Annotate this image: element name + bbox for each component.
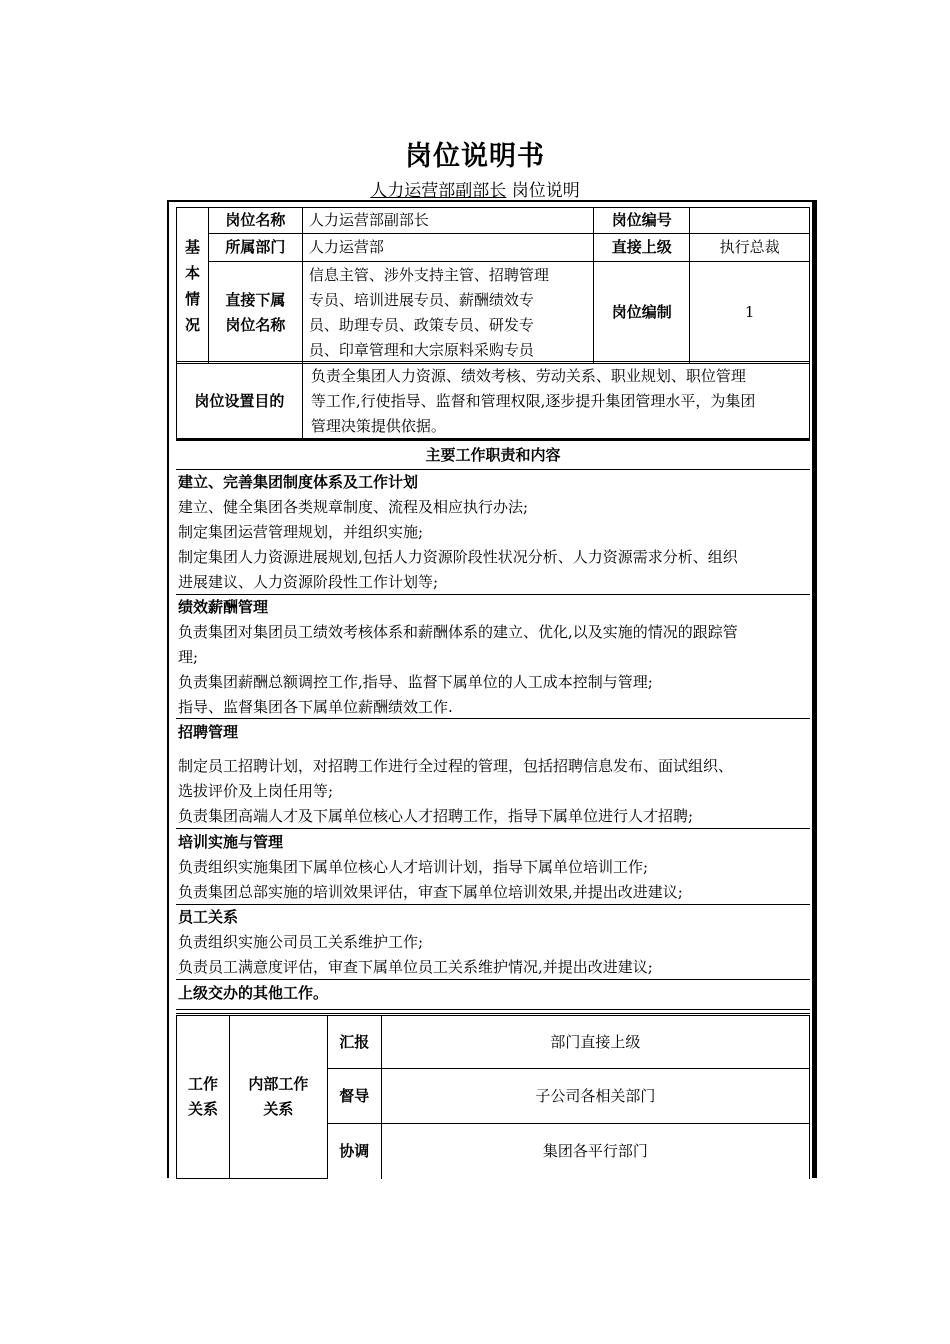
quota-label: 岗位编制	[594, 262, 690, 364]
subtitle-suffix: 岗位说明	[506, 181, 580, 201]
duty-heading: 招聘管理	[178, 723, 239, 741]
basic-section-label: 基本情况	[177, 208, 209, 364]
duty-heading: 绩效薪酬管理	[178, 598, 269, 616]
purpose-text: 负责全集团人力资源、绩效考核、劳动关系、职业规划、职位管理 等工作,行使指导、监督和管理权限,逐步提升集团管理水平，为集团 管理决策提供依据。	[302, 363, 809, 440]
department-label: 所属部门	[208, 234, 302, 262]
subtitle-position-name: 人力运营部副部长	[370, 181, 507, 201]
superior-label: 直接上级	[594, 234, 690, 262]
duty-heading: 建立、完善集团制度体系及工作计划	[178, 473, 419, 491]
duty-heading: 上级交办的其他工作。	[178, 984, 329, 1002]
relation-type-report: 汇报	[327, 1015, 381, 1069]
purpose-label: 岗位设置目的	[177, 363, 303, 440]
document-subtitle	[0, 176, 950, 201]
work-relations-table	[176, 1013, 810, 1179]
relation-target-supervise: 子公司各相关部门	[381, 1069, 809, 1124]
internal-relations-label: 内部工作 关系	[229, 1015, 327, 1179]
department-value: 人力运营部	[302, 234, 593, 262]
relation-target-coordinate: 集团各平行部门	[381, 1124, 809, 1179]
relation-target-report: 部门直接上级	[381, 1015, 809, 1069]
purpose-table	[176, 361, 810, 440]
duty-block-other	[176, 981, 810, 1010]
work-relations-label: 工作 关系	[177, 1015, 230, 1179]
duty-block-recruitment: 招聘管理 制定员工招聘计划，对招聘工作进行全过程的管理，包括招聘信息发布、面试组织、 选拔评价及上岗任用等; 负责集团高端人才及下属单位核心人才招聘工作，指导下属单位进行人才招聘;	[176, 720, 810, 829]
duty-block-employee-relations: 员工关系 负责组织实施公司员工关系维护工作; 负责员工满意度评估，审查下属单位员工关系维护情况,并提出改进建议;	[176, 905, 810, 980]
subordinates-value: 信息主管、涉外支持主管、招聘管理 专员、培训进展专员、薪酬绩效专 员、助理专员、政策专员、研发专 员、印章管理和大宗原料采购专员	[302, 262, 593, 364]
position-code-label: 岗位编号	[594, 208, 690, 234]
position-name-value: 人力运营部副部长	[302, 208, 593, 234]
subordinates-label: 直接下属 岗位名称	[208, 262, 302, 364]
document-title: 岗位说明书	[405, 141, 545, 172]
relation-type-supervise: 督导	[327, 1069, 381, 1124]
position-code-value	[690, 208, 810, 234]
position-name-label: 岗位名称	[208, 208, 302, 234]
duty-block-training: 培训实施与管理 负责组织实施集团下属单位核心人才培训计划，指导下属单位培训工作; 负责集团总部实施的培训效果评估，审查下属单位培训效果,并提出改进建议;	[176, 830, 810, 905]
duty-block-performance: 绩效薪酬管理 负责集团对集团员工绩效考核体系和薪酬体系的建立、优化,以及实施的情况的跟踪管 理; 负责集团薪酬总额调控工作,指导、监督下属单位的人工成本控制与管理; 指导、监督集团各下属单位薪酬绩效工作.	[176, 595, 810, 719]
duty-block-system: 建立、完善集团制度体系及工作计划 建立、健全集团各类规章制度、流程及相应执行办法; 制定集团运营管理规划，并组织实施; 制定集团人力资源进展规划,包括人力资源阶段性状况分析、人力资源需求分析、组织 进展建议、人力资源阶段性工作计划等;	[176, 470, 810, 595]
quota-value: 1	[690, 262, 810, 364]
frame-shadow	[812, 200, 816, 1178]
basic-info-table	[176, 207, 810, 364]
duties-header: 主要工作职责和内容	[176, 438, 810, 470]
duty-heading: 员工关系	[178, 908, 239, 926]
duty-heading: 培训实施与管理	[178, 833, 284, 851]
relation-type-coordinate: 协调	[327, 1124, 381, 1179]
superior-value: 执行总裁	[690, 234, 810, 262]
